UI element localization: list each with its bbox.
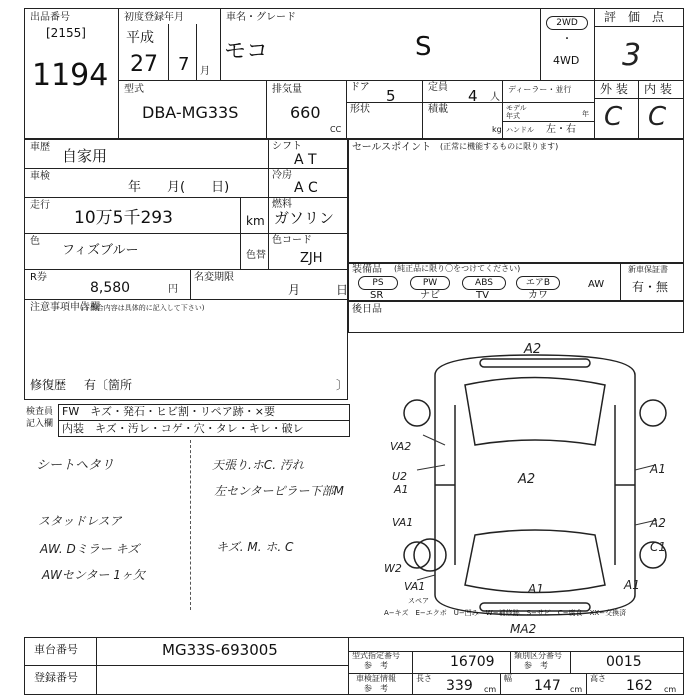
- equip-aw: AW: [588, 279, 605, 290]
- equip-sr: SR: [370, 290, 384, 301]
- mark-right-a2: A2: [650, 516, 666, 530]
- class-sub: 参 考: [524, 661, 548, 670]
- mark-rear-a1: A1: [528, 582, 544, 596]
- handle-label: ハンドル: [506, 126, 534, 134]
- type-spec-sub: 参 考: [364, 661, 388, 670]
- mark-right-rear: A1: [624, 578, 640, 592]
- aftermarket-label: 後日品: [352, 304, 382, 315]
- remark-left-1: シートヘタリ: [36, 458, 115, 473]
- reg-month: 7: [178, 54, 190, 75]
- mark-right-c1: C1: [650, 540, 667, 554]
- mark-rear-va1: VA1: [404, 580, 426, 593]
- inspector-row2: 内装 キズ・汚レ・コゲ・穴・タレ・キレ・破レ: [62, 422, 304, 435]
- remark-right-3: キズ. M. ホ. C: [216, 540, 294, 554]
- equipment-label: 装備品: [352, 264, 382, 275]
- drive-dot: ・: [562, 34, 572, 45]
- shape-label: 形状: [350, 104, 370, 115]
- ac: A C: [294, 180, 318, 196]
- inspector-label1: 検査員: [26, 407, 54, 417]
- cert-sub: 参 考: [364, 684, 388, 693]
- interior-label: 内 装: [644, 82, 672, 96]
- mark-right-front: A1: [650, 462, 666, 476]
- history: 自家用: [62, 147, 108, 165]
- damage-legend: A−キズ E−エクボ U−凹み W−補修跡 S−サビ C−腐食 XX−交換済: [384, 609, 627, 617]
- height: 162: [626, 678, 653, 694]
- displacement-label: 排気量: [272, 84, 302, 95]
- model-label: 型式: [124, 84, 144, 95]
- shift-label: シフト: [272, 141, 302, 152]
- mark-left-w2: W2: [384, 562, 402, 575]
- drive-4wd: 4WD: [553, 54, 580, 67]
- era: 平成: [126, 30, 154, 46]
- reg-year: 27: [130, 52, 158, 77]
- first-reg-label: 初度登録年月: [124, 12, 184, 23]
- remark-left-3: AW. Dミラー キズ: [40, 542, 140, 556]
- notes-label: 注意事項申告欄: [30, 302, 100, 313]
- load-unit: kg: [492, 125, 502, 134]
- length-unit: cm: [484, 685, 497, 694]
- title-label: 名変期限: [194, 272, 234, 283]
- cert-label: 車検証情報: [356, 674, 396, 683]
- mileage: 10万5千293: [74, 208, 173, 228]
- mark-back: MA2: [510, 622, 537, 636]
- doors-label: ドア: [350, 82, 370, 93]
- new-warranty-label: 新車保証書: [628, 265, 668, 274]
- recycle-label: R券: [30, 272, 47, 283]
- remark-left-4: AWセンター 1ヶ欠: [42, 568, 145, 582]
- reg-label: 登録番号: [34, 671, 78, 684]
- model-year-unit: 年: [582, 110, 589, 118]
- doors: 5: [386, 87, 396, 105]
- model-year-label2: 年式: [506, 112, 520, 120]
- sales-frame: [348, 139, 684, 263]
- equip-abs: ABS: [462, 276, 506, 290]
- car-name-label: 車名・グレード: [226, 12, 296, 23]
- title-value: 月 日: [288, 283, 349, 297]
- aftermarket-frame: [348, 301, 684, 333]
- remark-left-2: スタッドレスア: [38, 514, 122, 528]
- type-spec-label: 型式指定番号: [352, 651, 400, 660]
- ac-label: 冷房: [272, 170, 292, 181]
- equip-leather: カワ: [528, 290, 548, 301]
- capacity-unit: 人: [490, 92, 500, 103]
- equip-navi: ナビ: [420, 290, 440, 301]
- equip-tv: TV: [476, 290, 489, 301]
- fuel: ガソリン: [274, 209, 335, 227]
- mileage-unit: km: [246, 214, 265, 228]
- new-warranty-value: 有・無: [632, 280, 669, 294]
- inspector-row1: FW キズ・発石・ヒビ割・リペア跡・×要: [62, 405, 275, 418]
- width: 147: [534, 678, 561, 694]
- sales-label: セールスポイント: [352, 142, 432, 153]
- recycle: 8,580: [90, 280, 131, 296]
- car-name: モコ: [224, 39, 269, 64]
- chassis-label: 車台番号: [34, 643, 78, 656]
- footer-frame: [24, 637, 684, 695]
- history-label: 車歴: [30, 142, 50, 153]
- lot-sub: [2155]: [46, 26, 86, 40]
- model-year-label1: モデル: [506, 104, 527, 112]
- equip-pw: PW: [410, 276, 450, 290]
- width-unit: cm: [570, 685, 583, 694]
- height-unit: cm: [664, 685, 677, 694]
- displacement-unit: CC: [330, 125, 342, 134]
- mark-front: A2: [524, 342, 542, 357]
- fuel-label: 燃料: [272, 199, 292, 210]
- handle-value: 左・右: [546, 124, 576, 135]
- exterior-label: 外 装: [600, 82, 628, 96]
- class-value: 0015: [606, 654, 642, 670]
- mileage-label: 走行: [30, 200, 50, 211]
- load-label: 積載: [428, 104, 448, 115]
- equip-ps: PS: [358, 276, 398, 290]
- mark-left-a1: A1: [394, 483, 409, 496]
- capacity-label: 定員: [428, 82, 448, 93]
- lot-label: 出品番号: [30, 12, 70, 23]
- shift: A T: [294, 152, 317, 168]
- width-label: 幅: [504, 674, 512, 683]
- model-code: DBA-MG33S: [142, 103, 239, 122]
- chassis: MG33S-693005: [162, 641, 278, 659]
- notes-sub: (不具合内容は具体的に記入して下さい): [80, 304, 205, 312]
- length-label: 長さ: [416, 674, 432, 683]
- mark-left-u2: U2: [392, 470, 408, 483]
- remark-right-2: 左センターピラー下部M: [214, 484, 344, 498]
- capacity: 4: [468, 87, 478, 105]
- length: 339: [446, 678, 473, 694]
- color-change-label: 色替: [246, 250, 266, 261]
- remark-right-1: 天張り.ホC. 汚れ: [212, 458, 304, 472]
- mark-hood: A2: [518, 472, 536, 487]
- height-label: 高さ: [590, 674, 606, 683]
- dealer-label: ディーラー・並行: [508, 85, 572, 94]
- repair-label: 修復歴: [30, 378, 67, 392]
- grade: S: [415, 32, 432, 62]
- eval-label: 評 価 点: [604, 10, 665, 24]
- repair-value: 有〔箇所: [84, 378, 133, 392]
- color-code: ZJH: [300, 251, 323, 266]
- lot-number: 1194: [32, 58, 109, 93]
- inspector-label2: 記入欄: [26, 419, 54, 429]
- inspection: 年 月( 日): [128, 180, 230, 195]
- spare-label: スペア: [408, 597, 429, 605]
- mark-left-va1: VA1: [392, 516, 414, 529]
- displacement: 660: [290, 103, 321, 122]
- month-unit: 月: [200, 66, 210, 77]
- color-code-label: 色コード: [272, 235, 312, 246]
- equipment-sub: (純正品に限り〇をつけてください): [394, 264, 521, 273]
- color-label: 色: [30, 236, 40, 247]
- eval-score: 3: [622, 38, 642, 73]
- inspection-label: 車検: [30, 171, 50, 182]
- drive-2wd: 2WD: [546, 16, 588, 30]
- type-spec: 16709: [450, 654, 495, 670]
- mark-left-va2: VA2: [390, 440, 412, 453]
- sales-sub: (正常に機能するものに限ります): [440, 142, 559, 151]
- class-label: 類別区分番号: [514, 651, 562, 660]
- repair-close: 〕: [336, 378, 349, 392]
- equip-airbag: エアB: [516, 276, 560, 290]
- exterior-grade: C: [604, 102, 623, 132]
- color: フィズブルー: [62, 243, 139, 258]
- recycle-unit: 円: [168, 284, 178, 295]
- interior-grade: C: [648, 102, 667, 132]
